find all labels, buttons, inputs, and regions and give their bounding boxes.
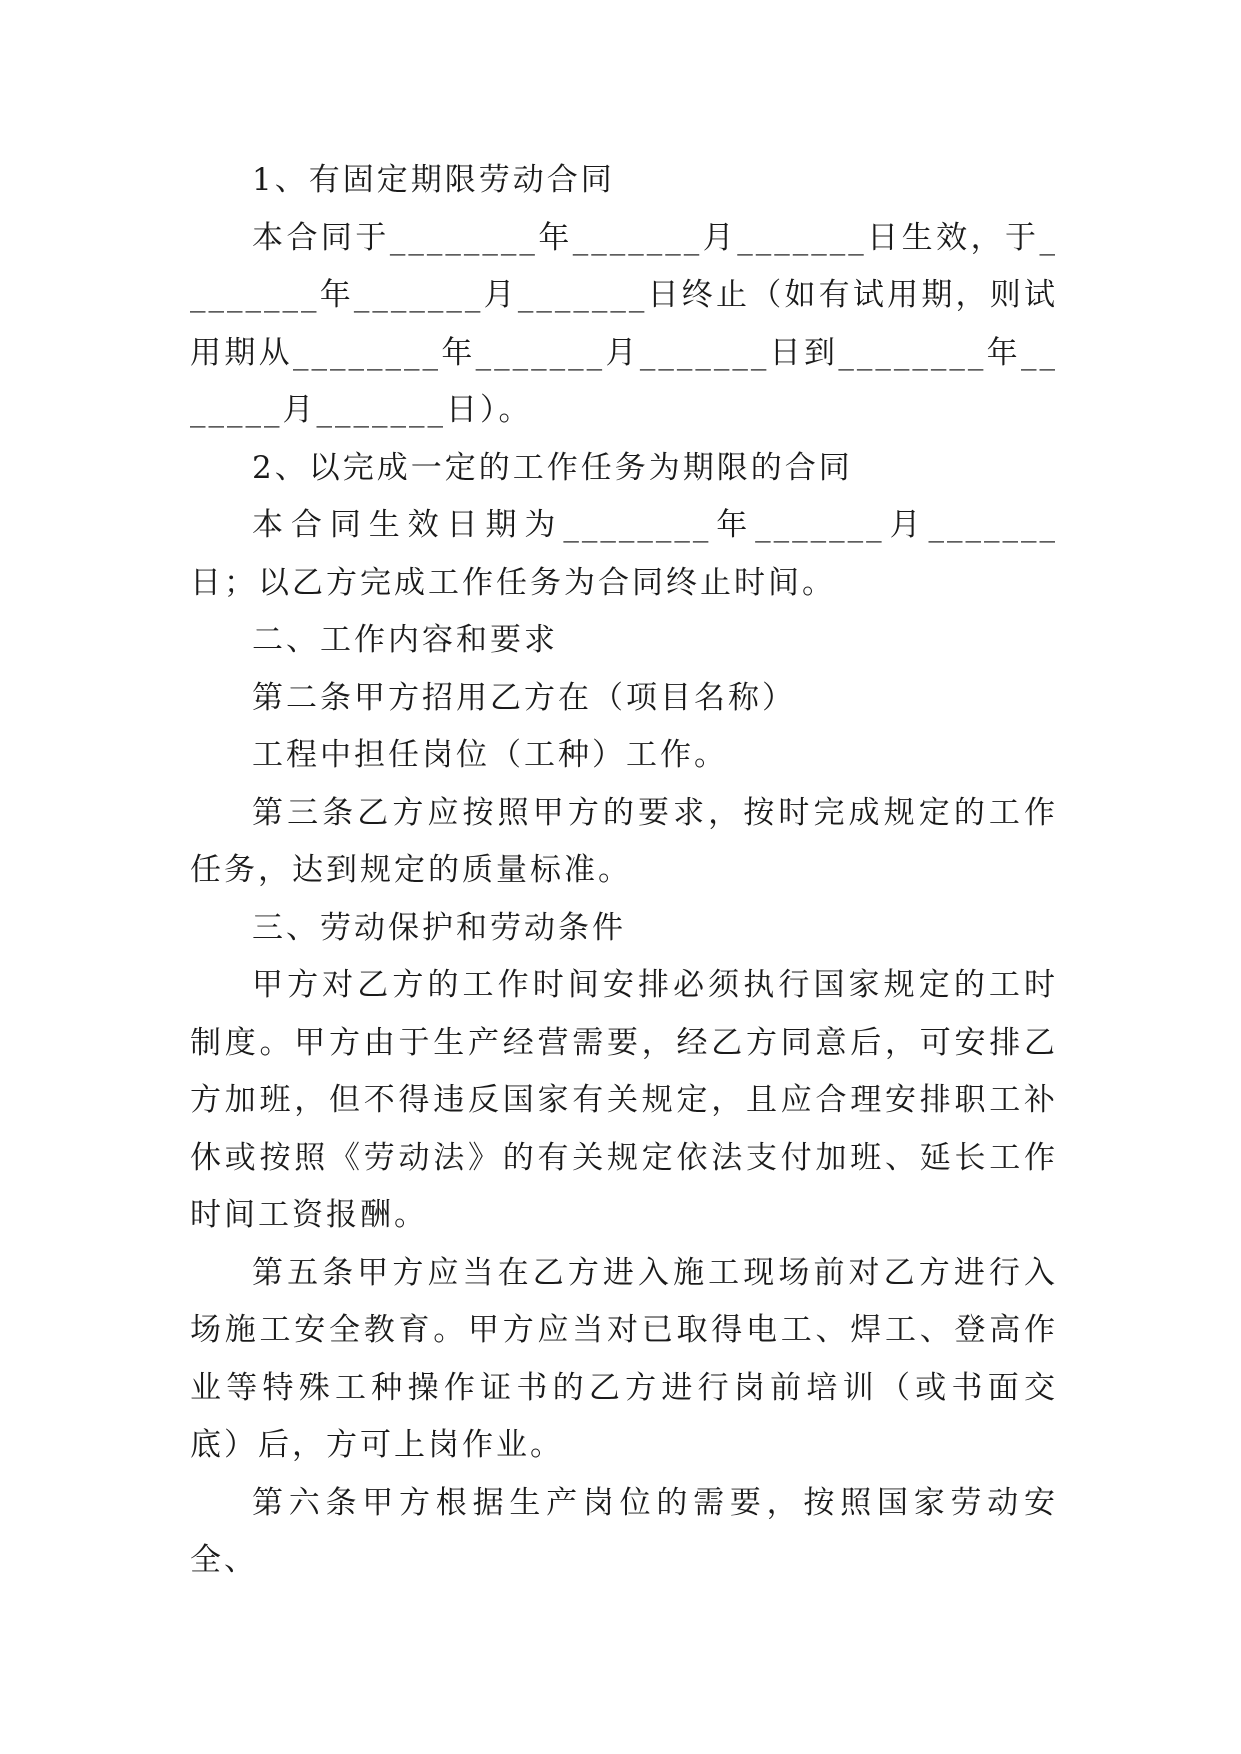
- clause-task-term-heading: 2、以完成一定的工作任务为期限的合同: [252, 449, 853, 486]
- article-6: 第六条甲方根据生产岗位的需要，按照国家劳动安全、: [190, 1484, 1058, 1578]
- clause-task-term-dates: 本合同生效日期为________年_______月_______日；以乙方完成工作任务为合同终止时间。: [190, 507, 1058, 601]
- contract-body: [190, 152, 1058, 1590]
- article-3: 第三条乙方应按照甲方的要求，按时完成规定的工作任务，达到规定的质量标准。: [190, 794, 1058, 888]
- article-2-project: 第二条甲方招用乙方在（项目名称）: [252, 679, 796, 716]
- clause-fixed-term-heading: 1、有固定期限劳动合同: [252, 162, 615, 198]
- article-5: 第五条甲方应当在乙方进入施工现场前对乙方进行入场施工安全教育。甲方应当对已取得电工、焊工、登高作业等特殊工种操作证书的乙方进行岗前培训（或书面交底）后，方可上岗作业。: [190, 1254, 1058, 1463]
- section-work-content-heading: 二、工作内容和要求: [252, 622, 558, 658]
- clause-fixed-term-dates: 本合同于________年_______月_______日生效，于________年_______月_______日终止（如有试用期，则试用期从________年_______月_______日到________年_______月_______日）。: [190, 219, 1058, 428]
- article-2-position: 工程中担任岗位（工种）工作。: [252, 737, 728, 773]
- section-labor-protection-heading: 三、劳动保护和劳动条件: [252, 909, 626, 946]
- working-hours-paragraph: 甲方对乙方的工作时间安排必须执行国家规定的工时制度。甲方由于生产经营需要，经乙方同意后，可安排乙方加班，但不得违反国家有关规定，且应合理安排职工补休或按照《劳动法》的有关规定依法支付加班、延长工作时间工资报酬。: [190, 967, 1058, 1233]
